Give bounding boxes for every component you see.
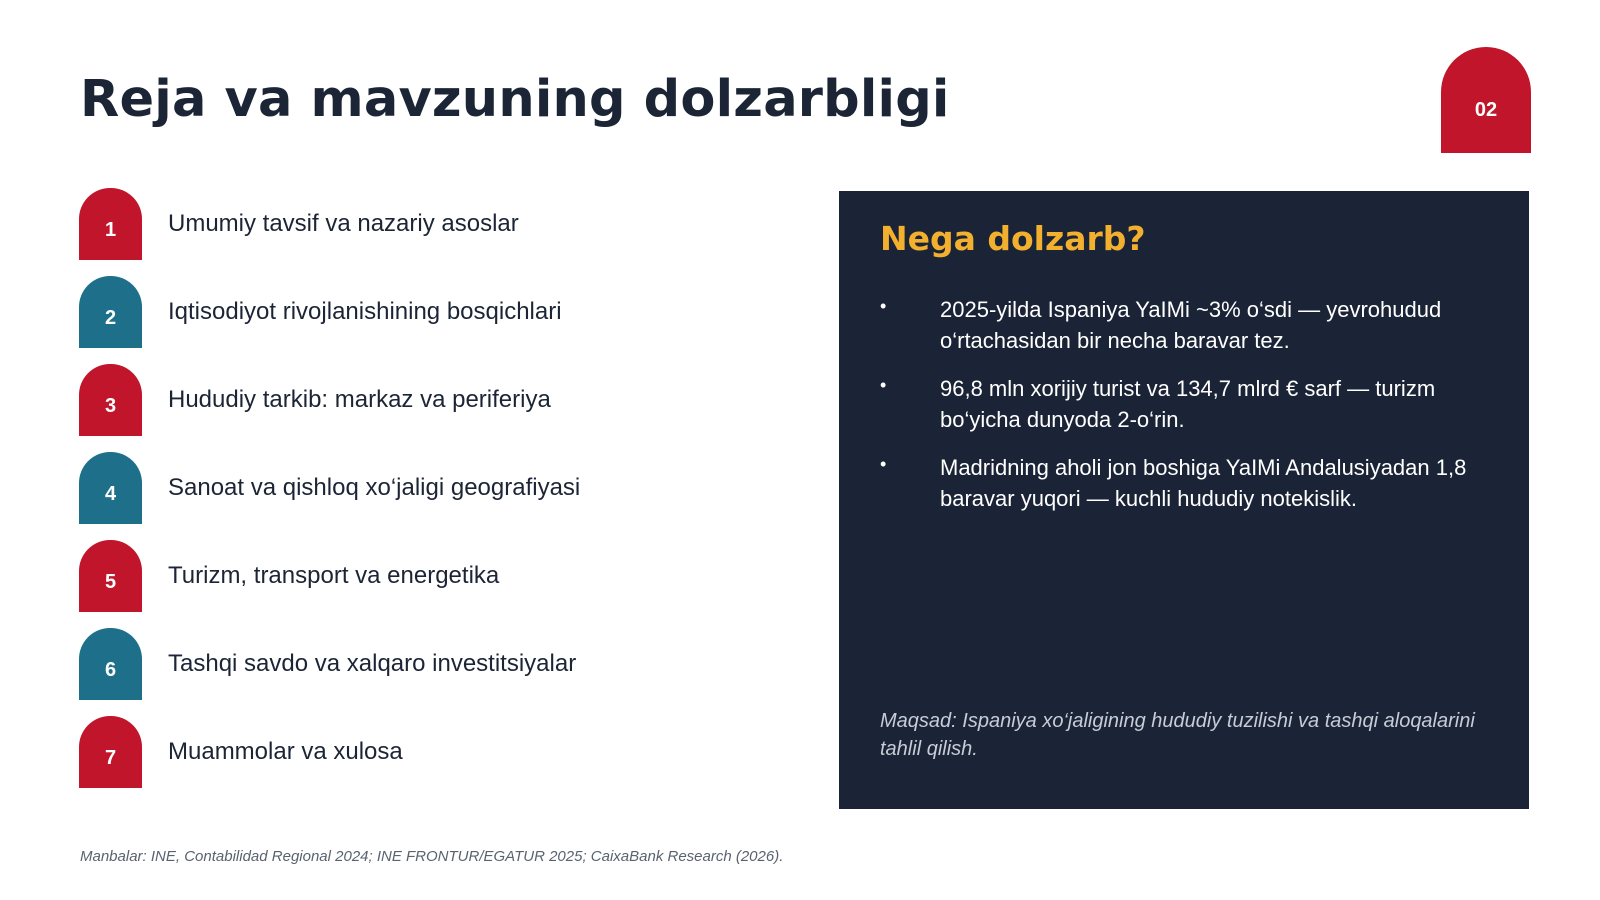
- agenda-item: [79, 364, 799, 436]
- bullet-dot-icon: •: [880, 375, 887, 395]
- goal-statement: Maqsad: Ispaniya xo‘jaligining hududiy tuzilishi va tashqi aloqalarini tahlil qilish.: [880, 710, 1475, 760]
- agenda-number-badge: 5: [79, 540, 142, 612]
- bullet-text: 2025-yilda Ispaniya YaIMi ~3% o‘sdi — yevrohudud o‘rtachasidan bir necha baravar tez.: [940, 297, 1442, 353]
- relevance-bullet: [880, 374, 1490, 435]
- agenda-item-label: Hududiy tarkib: markaz va periferiya: [168, 386, 551, 413]
- relevance-bullet: [880, 453, 1490, 514]
- agenda-item-label: Iqtisodiyot rivojlanishining bosqichlari: [168, 298, 562, 325]
- agenda-number-badge: 6: [79, 628, 142, 700]
- agenda-number-badge: 1: [79, 188, 142, 260]
- relevance-panel: [839, 191, 1529, 809]
- panel-heading: Nega dolzarb?: [880, 219, 1146, 258]
- agenda-item-label: Turizm, transport va energetika: [168, 562, 500, 589]
- agenda-item-label: Tashqi savdo va xalqaro investitsiyalar: [168, 650, 577, 677]
- agenda-item: [79, 628, 799, 700]
- agenda-item: [79, 452, 799, 524]
- agenda-item: [79, 188, 799, 260]
- agenda-item: [79, 540, 799, 612]
- bullet-dot-icon: •: [880, 454, 887, 474]
- page-number-badge: [1441, 47, 1531, 153]
- agenda-item: [79, 276, 799, 348]
- sources-footnote: Manbalar: INE, Contabilidad Regional 2024; INE FRONTUR/EGATUR 2025; CaixaBank Research (2026).: [80, 848, 784, 865]
- agenda-number-badge: 4: [79, 452, 142, 524]
- bullet-dot-icon: •: [880, 296, 887, 316]
- relevance-bullet: [880, 295, 1490, 356]
- agenda-number-badge: 2: [79, 276, 142, 348]
- relevance-bullet-list: [880, 295, 1490, 532]
- agenda-list: [79, 188, 799, 804]
- page-number: 02: [1474, 98, 1498, 121]
- agenda-number-badge: 3: [79, 364, 142, 436]
- slide-title: Reja va mavzuning dolzarbligi: [80, 70, 950, 129]
- bullet-text: 96,8 mln xorijiy turist va 134,7 mlrd € sarf — turizm bo‘yicha dunyoda 2-o‘rin.: [940, 376, 1436, 432]
- agenda-item-label: Muammolar va xulosa: [168, 738, 403, 765]
- agenda-item-label: Umumiy tavsif va nazariy asoslar: [168, 210, 519, 237]
- agenda-item-label: Sanoat va qishloq xo‘jaligi geografiyasi: [168, 474, 581, 501]
- agenda-item: [79, 716, 799, 788]
- bullet-text: Madridning aholi jon boshiga YaIMi Andalusiyadan 1,8 baravar yuqori — kuchli hududiy notekislik.: [940, 455, 1467, 511]
- agenda-number-badge: 7: [79, 716, 142, 788]
